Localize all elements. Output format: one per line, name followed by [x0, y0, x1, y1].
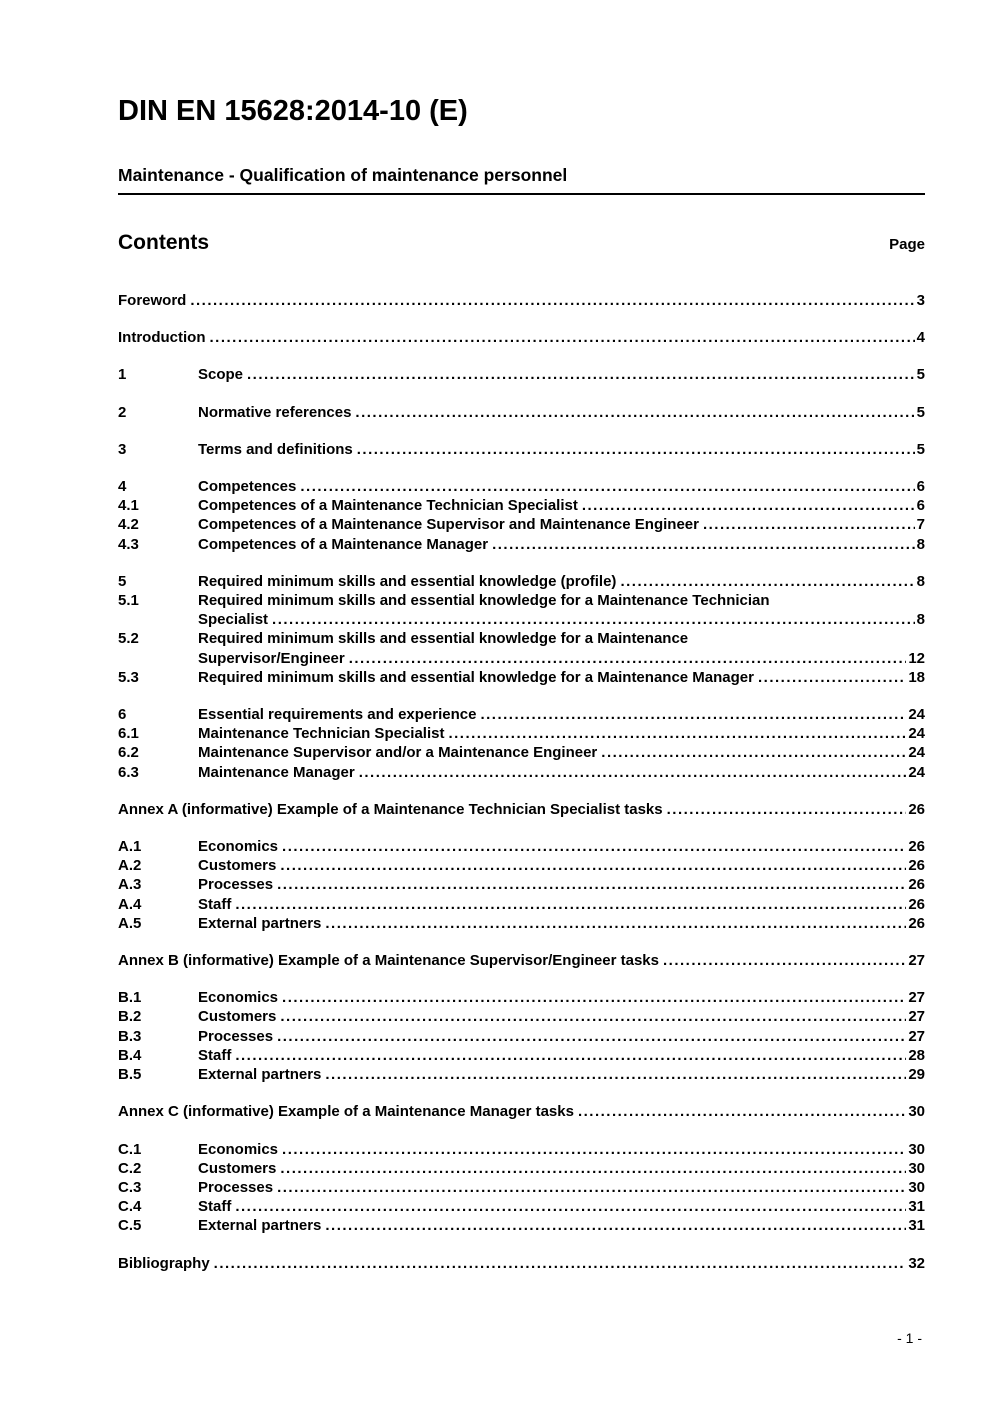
toc-entry-number: B.5	[118, 1066, 142, 1084]
toc-entry-number: 4.3	[118, 535, 139, 553]
toc-dot-leader	[282, 988, 906, 1007]
toc-entry-number: C.5	[118, 1217, 142, 1235]
toc-entry	[118, 1065, 925, 1084]
toc-dot-leader	[272, 610, 915, 629]
toc-entry	[118, 328, 925, 347]
toc-entry-page: 31	[908, 1198, 925, 1216]
toc-entry	[118, 763, 925, 782]
toc-entry-label: Required minimum skills and essential knowledge (profile)	[198, 572, 617, 590]
toc-entry-number: 5.1	[118, 592, 139, 610]
toc-entry-page: 8	[916, 611, 925, 629]
toc-entry-label: Maintenance Technician Specialist	[198, 725, 445, 743]
toc-entry	[118, 837, 925, 856]
toc-dot-leader	[209, 328, 914, 347]
toc-entry-label: Competences of a Maintenance Manager	[198, 535, 489, 553]
toc-entry-number: 6	[118, 706, 127, 724]
toc-dot-leader	[480, 705, 906, 724]
toc-entry	[118, 800, 925, 819]
toc-entry	[118, 1178, 925, 1197]
toc-entry-label: Terms and definitions	[198, 440, 353, 458]
toc-entry-page: 5	[916, 440, 925, 458]
toc-entry-number: B.3	[118, 1027, 142, 1045]
toc-entry	[118, 1159, 925, 1178]
toc-entry-page: 12	[908, 649, 925, 667]
toc-entry-label: Maintenance Supervisor and/or a Maintenance Engineer	[198, 744, 598, 762]
toc-entry-number: C.3	[118, 1178, 142, 1196]
toc-entry-page: 28	[908, 1046, 925, 1064]
toc-entry-number: 1	[118, 366, 127, 384]
toc-entry-number: B.4	[118, 1046, 142, 1064]
toc-entry-page: 6	[916, 497, 925, 515]
toc-dot-leader	[357, 440, 915, 459]
toc-entry-number: C.1	[118, 1140, 142, 1158]
toc-dot-leader	[277, 1178, 906, 1197]
toc-entry	[118, 1140, 925, 1159]
toc-entry-page: 7	[916, 516, 925, 534]
toc-entry	[118, 535, 925, 554]
toc-entry-label: Annex C (informative) Example of a Maintenance Manager tasks	[118, 1103, 574, 1121]
toc-entry-page: 4	[916, 329, 925, 347]
page-content	[118, 0, 925, 1273]
subtitle-rule	[118, 193, 925, 195]
toc-dot-leader	[280, 856, 906, 875]
toc-entry-page: 31	[908, 1217, 925, 1235]
toc-entry	[118, 951, 925, 970]
toc-entry-page: 30	[908, 1159, 925, 1177]
toc-dot-leader	[667, 800, 907, 819]
toc-entry	[118, 1102, 925, 1121]
toc-entry	[118, 572, 925, 591]
toc-entry-page: 6	[916, 478, 925, 496]
toc-entry-label: External partners	[198, 1217, 322, 1235]
toc-entry-label: Maintenance Manager	[198, 763, 355, 781]
toc-entry-number: C.4	[118, 1198, 142, 1216]
toc-dot-leader	[325, 1216, 906, 1235]
toc-entry-label: Annex A (informative) Example of a Maintenance Technician Specialist tasks	[118, 800, 663, 818]
toc-entry-page: 32	[908, 1254, 925, 1272]
toc-entry-label: Scope	[198, 366, 244, 384]
toc-entry-label: Annex B (informative) Example of a Maintenance Supervisor/Engineer tasks	[118, 952, 659, 970]
toc-dot-leader	[235, 1046, 906, 1065]
toc-entry-page: 3	[916, 292, 925, 309]
toc-entry-page: 27	[908, 1027, 925, 1045]
contents-header-row	[118, 231, 925, 255]
toc-dot-leader	[325, 914, 906, 933]
toc-entry	[118, 649, 925, 668]
toc-dot-leader	[758, 668, 906, 687]
toc-entry-number: 3	[118, 440, 127, 458]
page-number-footer: - 1 -	[897, 1330, 922, 1346]
toc-entry-page: 8	[916, 572, 925, 590]
toc-dot-leader	[300, 477, 914, 496]
toc-entry-page: 26	[908, 857, 925, 875]
toc-entry-page: 27	[908, 1008, 925, 1026]
toc-dot-leader	[620, 572, 914, 591]
toc-entry-page: 26	[908, 838, 925, 856]
toc-entry-page: 24	[908, 725, 925, 743]
toc-entry-page: 29	[908, 1066, 925, 1084]
document-subtitle: Maintenance - Qualification of maintenance personnel	[118, 165, 568, 185]
toc-entry-label: External partners	[198, 1066, 322, 1084]
toc-entry-number: B.1	[118, 989, 142, 1007]
toc-dot-leader	[282, 837, 906, 856]
toc-dot-leader	[601, 743, 906, 762]
toc-entry	[118, 724, 925, 743]
toc-entry-label: Competences of a Maintenance Supervisor and Maintenance Engineer	[198, 516, 699, 534]
toc-entry	[118, 1046, 925, 1065]
toc-entry-page: 27	[908, 952, 925, 970]
toc-entry	[118, 875, 925, 894]
toc-entry-label: Essential requirements and experience	[198, 706, 477, 724]
toc-entry-page: 24	[908, 744, 925, 762]
toc-entry-label: Customers	[198, 857, 277, 875]
toc-dot-leader	[359, 763, 907, 782]
toc-entry	[118, 988, 925, 1007]
toc-entry	[118, 496, 925, 515]
toc-entry-label: Competences	[198, 478, 297, 496]
toc-entry-page: 26	[908, 895, 925, 913]
toc-dot-leader	[235, 1197, 906, 1216]
toc-dot-leader	[349, 649, 907, 668]
toc-entry-page: 30	[908, 1178, 925, 1196]
toc-entry-page: 24	[908, 763, 925, 781]
toc-entry-label: Competences of a Maintenance Technician Specialist	[198, 497, 578, 515]
toc-entry	[118, 365, 925, 384]
toc-dot-leader	[355, 403, 914, 422]
toc-entry-number: 6.1	[118, 725, 139, 743]
toc-entry	[118, 291, 925, 310]
toc-entry	[118, 629, 925, 648]
toc-entry-page: 26	[908, 876, 925, 894]
toc-entry-number: A.3	[118, 876, 142, 894]
toc-dot-leader	[663, 951, 906, 970]
toc-entry	[118, 705, 925, 724]
toc-entry-label: Supervisor/Engineer	[198, 649, 345, 667]
toc-entry-page: 30	[908, 1140, 925, 1158]
toc-entry-label: External partners	[198, 914, 322, 932]
toc-entry-page: 5	[916, 366, 925, 384]
toc-entry-number: 2	[118, 403, 127, 421]
toc-dot-leader	[190, 291, 914, 310]
toc-entry-number: 5.3	[118, 668, 139, 686]
table-of-contents	[118, 291, 925, 1273]
toc-dot-leader	[214, 1254, 907, 1273]
toc-entry-number: A.4	[118, 895, 142, 913]
toc-entry	[118, 1007, 925, 1026]
toc-entry-number: A.1	[118, 838, 142, 856]
toc-entry	[118, 440, 925, 459]
toc-entry-label: Required minimum skills and essential knowledge for a Maintenance	[198, 630, 689, 648]
toc-entry	[118, 914, 925, 933]
toc-dot-leader	[247, 365, 915, 384]
toc-entry-number: C.2	[118, 1159, 142, 1177]
contents-heading: Contents	[118, 231, 209, 254]
toc-entry-label: Customers	[198, 1159, 277, 1177]
toc-entry-label: Normative references	[198, 403, 352, 421]
toc-dot-leader	[448, 724, 906, 743]
toc-dot-leader	[280, 1159, 906, 1178]
toc-entry	[118, 856, 925, 875]
page-column-label: Page	[889, 236, 925, 253]
toc-entry-page: 26	[908, 914, 925, 932]
toc-dot-leader	[325, 1065, 906, 1084]
toc-entry	[118, 515, 925, 534]
toc-entry-page: 27	[908, 989, 925, 1007]
toc-entry	[118, 1197, 925, 1216]
toc-entry	[118, 743, 925, 762]
toc-entry-page: 30	[908, 1103, 925, 1121]
document-title: DIN EN 15628:2014-10 (E)	[118, 95, 468, 127]
toc-dot-leader	[280, 1007, 906, 1026]
toc-entry	[118, 895, 925, 914]
toc-dot-leader	[235, 895, 906, 914]
toc-entry	[118, 668, 925, 687]
toc-entry-page: 8	[916, 535, 925, 553]
toc-entry-number: A.2	[118, 857, 142, 875]
toc-entry	[118, 591, 925, 610]
toc-dot-leader	[703, 515, 915, 534]
toc-entry-number: 4	[118, 478, 127, 496]
toc-entry	[118, 403, 925, 422]
toc-dot-leader	[277, 1027, 906, 1046]
toc-entry-number: 5	[118, 572, 127, 590]
toc-dot-leader	[282, 1140, 906, 1159]
toc-entry-label: Processes	[198, 1027, 274, 1045]
toc-entry-number: 6.3	[118, 763, 139, 781]
toc-entry	[118, 1254, 925, 1273]
toc-entry-label: Foreword	[118, 292, 187, 309]
toc-entry-page: 24	[908, 706, 925, 724]
toc-entry-number: 4.1	[118, 497, 139, 515]
toc-entry-page: 18	[908, 668, 925, 686]
toc-dot-leader	[492, 535, 915, 554]
toc-entry-page: 5	[916, 403, 925, 421]
toc-entry-label: Staff	[198, 1046, 232, 1064]
toc-entry-number: 5.2	[118, 630, 139, 648]
toc-entry-number: 4.2	[118, 516, 139, 534]
toc-entry	[118, 610, 925, 629]
toc-entry-label: Specialist	[198, 611, 269, 629]
toc-entry-number: B.2	[118, 1008, 142, 1026]
toc-entry	[118, 1216, 925, 1235]
toc-dot-leader	[578, 1102, 906, 1121]
toc-entry-label: Economics	[198, 1140, 279, 1158]
toc-dot-leader	[582, 496, 915, 515]
toc-entry-label: Economics	[198, 838, 279, 856]
toc-entry-label: Staff	[198, 1198, 232, 1216]
toc-entry-label: Processes	[198, 1178, 274, 1196]
toc-entry-number: 6.2	[118, 744, 139, 762]
toc-entry-label: Required minimum skills and essential knowledge for a Maintenance Manager	[198, 668, 754, 686]
toc-entry-page: 26	[908, 800, 925, 818]
toc-entry-label: Customers	[198, 1008, 277, 1026]
toc-entry-label: Introduction	[118, 329, 206, 347]
toc-entry-label: Required minimum skills and essential knowledge for a Maintenance Technician	[198, 592, 770, 610]
toc-entry-label: Economics	[198, 989, 279, 1007]
toc-dot-leader	[277, 875, 906, 894]
toc-entry	[118, 1027, 925, 1046]
toc-entry	[118, 477, 925, 496]
toc-entry-label: Bibliography	[118, 1254, 210, 1272]
toc-entry-label: Staff	[198, 895, 232, 913]
toc-entry-number: A.5	[118, 914, 142, 932]
toc-entry-label: Processes	[198, 876, 274, 894]
